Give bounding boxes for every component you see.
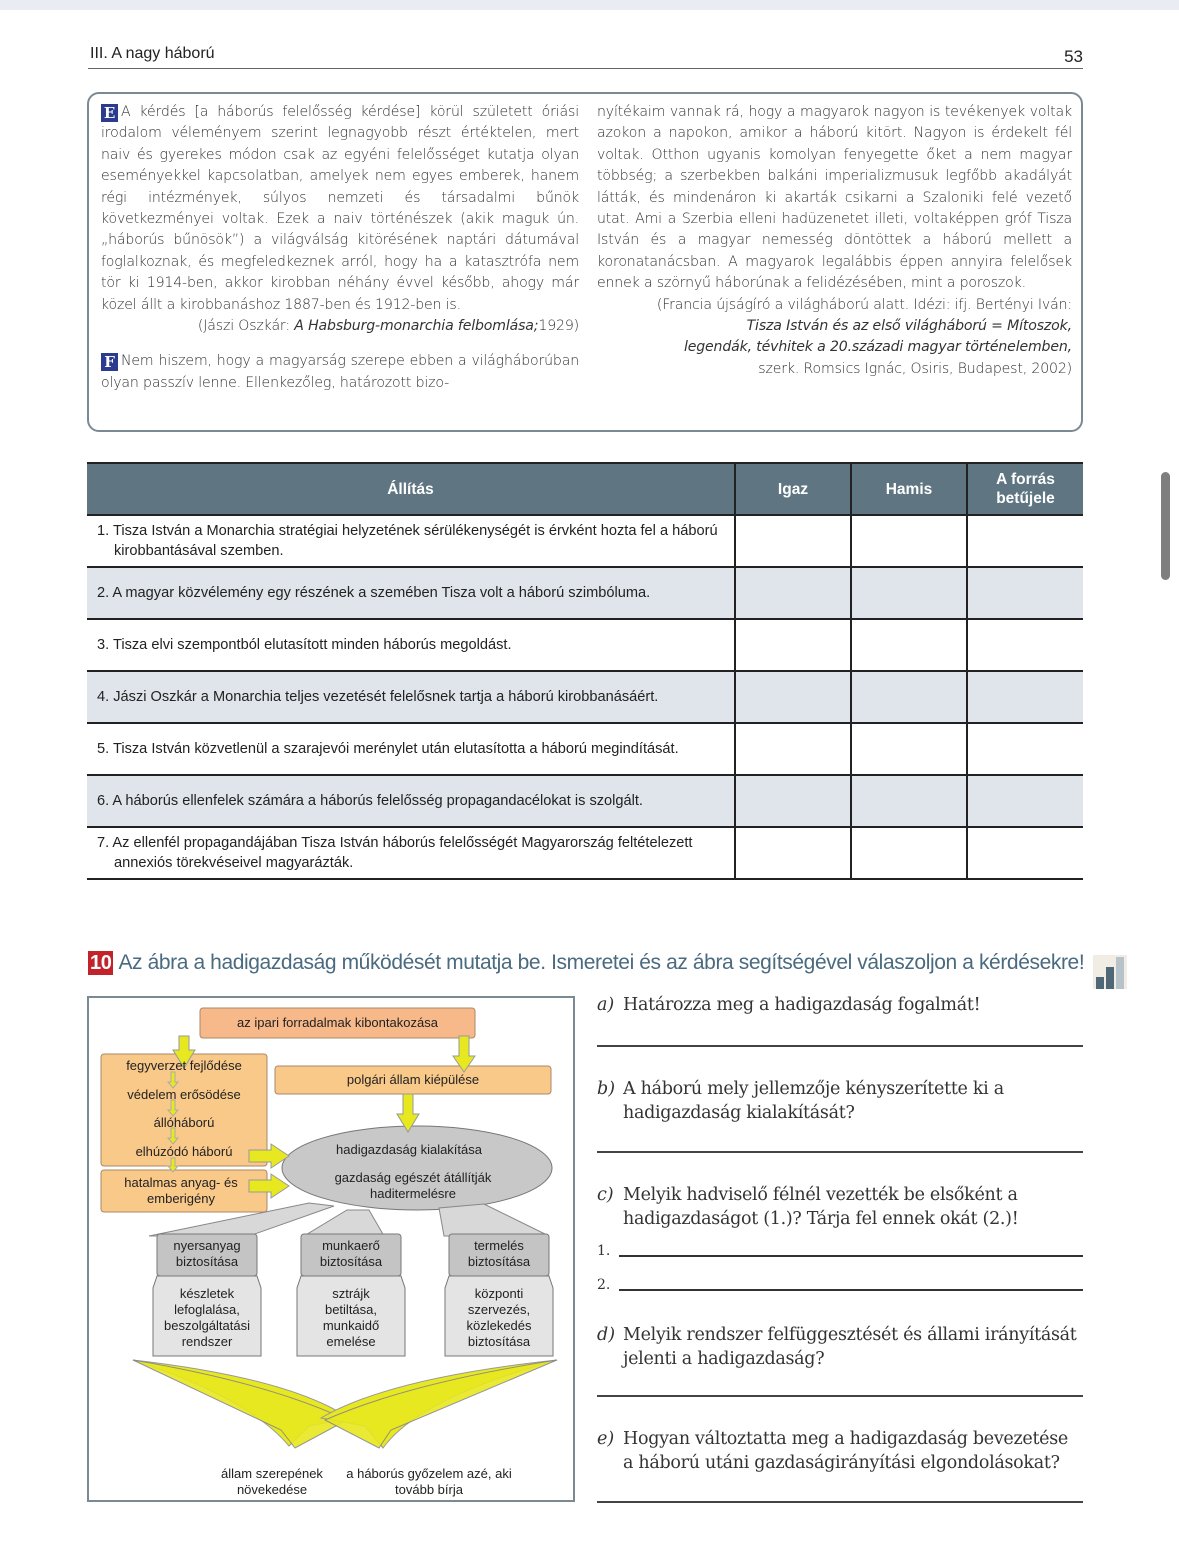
chapter-title: III. A nagy háború xyxy=(90,45,215,62)
statement-cell: 1. Tisza István a Monarchia stratégiai helyzetének sérülékenységét is érvként hozta fel a háború kirobbantásával szemben. xyxy=(87,515,735,567)
task-number-badge: 10 xyxy=(90,952,112,974)
diagram-pillar-body: sztrájk betiltása, munkaidő emelése xyxy=(322,1286,380,1349)
source-letter-cell[interactable] xyxy=(967,723,1083,775)
table-row xyxy=(87,775,1083,827)
question-e: e) Hogyan változtatta meg a hadigazdaság bevezetése a háború utáni gazdaságirányítási elgondolásokat? xyxy=(597,1429,1068,1473)
source-f-text-part1: Nem hiszem, hogy a magyarság szerepe ebben a világháborúban olyan passzív lenne. Ellenkezőleg, határozott bizo- xyxy=(101,353,579,391)
source-letter-cell[interactable] xyxy=(967,567,1083,619)
header-source-letter: A forrás betűjele xyxy=(967,463,1083,515)
false-answer-cell[interactable] xyxy=(851,567,967,619)
task-instruction: Az ábra a hadigazdaság működését mutatja be. Ismeretei és az ábra segítségével válaszoljon a kérdésekre! xyxy=(118,951,1085,974)
bar-chart-difficulty-icon xyxy=(1093,953,1127,991)
source-f-citation-2: Tisza István és az első világháború = Mítoszok, xyxy=(746,318,1072,335)
diagram-pillar-body: készletek lefoglalása, beszolgáltatási rendszer xyxy=(164,1286,250,1349)
true-answer-cell[interactable] xyxy=(735,671,851,723)
source-f-citation-4: szerk. Romsics Ignác, Osiris, Budapest, 2002) xyxy=(758,360,1072,377)
statement-cell: 7. Az ellenfél propagandájában Tisza István háborús felelősségét Magyarország feltételezett annexiós törekvéseivel magyarázták. xyxy=(87,827,735,879)
diagram-pillar-head: nyersanyag biztosítása xyxy=(173,1238,241,1269)
header-false: Hamis xyxy=(851,463,967,515)
diagram-ellipse-title: hadigazdaság kialakítása xyxy=(336,1142,482,1157)
diagram-pillar-body: központi szervezés, közlekedés biztosítása xyxy=(466,1286,532,1349)
war-economy-diagram xyxy=(87,996,575,1502)
false-answer-cell[interactable] xyxy=(851,619,967,671)
diagram-ellipse-text: gazdaság egészét átállítják haditermelésre xyxy=(334,1170,492,1201)
true-answer-cell[interactable] xyxy=(735,567,851,619)
page-number: 53 xyxy=(1064,47,1083,66)
statement-cell: 6. A háborús ellenfelek számára a háborús felelősség propagandacélokat is szolgált. xyxy=(87,775,735,827)
table-row xyxy=(87,723,1083,775)
table-row xyxy=(87,515,1083,567)
source-e-citation: (Jászi Oszkár: A Habsburg-monarchia felbomlása;1929) xyxy=(197,318,579,335)
source-column-left xyxy=(101,102,579,394)
false-answer-cell[interactable] xyxy=(851,723,967,775)
answer-line-d[interactable] xyxy=(597,1395,1083,1397)
statement-cell: 2. A magyar közvélemény egy részének a szemében Tisza volt a háború szimbóluma. xyxy=(87,567,735,619)
sources-box xyxy=(87,92,1083,432)
source-letter-cell[interactable] xyxy=(967,827,1083,879)
diagram-outcome-left: állam szerepének növekedése xyxy=(221,1466,323,1497)
true-answer-cell[interactable] xyxy=(735,827,851,879)
statement-cell: 3. Tisza elvi szempontból elutasított minden háborús megoldást. xyxy=(87,619,735,671)
false-answer-cell[interactable] xyxy=(851,827,967,879)
header-true: Igaz xyxy=(735,463,851,515)
vertical-scrollbar[interactable] xyxy=(1161,472,1170,580)
header-statement: Állítás xyxy=(87,463,735,515)
diagram-pillar-head: termelés biztosítása xyxy=(467,1238,531,1269)
source-column-right xyxy=(597,102,1072,380)
source-letter-f-badge: F xyxy=(101,353,118,371)
false-answer-cell[interactable] xyxy=(851,515,967,567)
answer-line-a[interactable] xyxy=(597,1045,1083,1047)
source-e-text: A kérdés [a háborús felelősség kérdése] körül született óriási irodalom véleményem szerint legnagyobb részt értéktelen, mert naiv és gyerekes módon csak az egyéni felelősséget kutatja olyan eseményekkel kapcsolatban, amelyek nem egyes emberek, hanem régi intézmények, súlyos nemzeti és társadalmi bűnök következményei voltak. Ezek a naiv történészek (akik maguk ún. „háborús bűnösök”) a világválság kitörésének naptári dátumával foglalkoznak, és megfeledkeznek arról, hogy ha a katasztrófa nem tör ki 1914-ben, akkor kirobban néhány évvel később, ahogy már közel állt a kirobbanáshoz 1887-ben és 1912-ben is. xyxy=(101,104,579,313)
diagram-chain-item: elhúzódó háború xyxy=(135,1144,233,1159)
source-f-text-part2: nyítékaim vannak rá, hogy a magyarok nagyon is tevékenyek voltak azokon a napokon, amikor a háború kitört. Nagyon is érdekelt fél voltak. Otthon ugyanis komolyan fenyegette őket a nem magyar többség; a szerbekben balkáni imperializmusuk legfőbb akadályát látták, és mindenáron ki akarták csikarni a Szaloniki felé vezető utat. Ami a Szerbia elleni hadüzenetet illeti, voltaképpen gróf Tisza István és a magyar nemesség döntöttek a háború mellett a koronatanácsban. A magyarok legalábbis éppen annyira felelősek ennek a szörnyű háborúnak a felidézésében, mint a poroszok. xyxy=(597,104,1072,292)
statements-table xyxy=(87,462,1083,880)
running-head xyxy=(88,43,1083,69)
source-f-citation-1: (Francia újságíró a világháború alatt. Idézi: ifj. Bertényi Iván: xyxy=(656,296,1072,313)
diagram-left-bottom-box: hatalmas anyag- és emberigény xyxy=(124,1175,238,1206)
diagram-top-box: az ipari forradalmak kibontakozása xyxy=(237,1015,438,1030)
source-f-citation-3: legendák, tévhitek a 20.századi magyar történelemben, xyxy=(683,339,1072,356)
answer-line-b[interactable] xyxy=(597,1151,1083,1153)
source-f xyxy=(101,353,579,390)
source-letter-cell[interactable] xyxy=(967,619,1083,671)
true-answer-cell[interactable] xyxy=(735,619,851,671)
diagram-chain-item: állóháború xyxy=(153,1115,215,1130)
diagram-right-box: polgári állam kiépülése xyxy=(346,1072,480,1087)
source-letter-cell[interactable] xyxy=(967,515,1083,567)
true-answer-cell[interactable] xyxy=(735,723,851,775)
diagram-pillar-head: munkaerő biztosítása xyxy=(319,1238,383,1269)
diagram-outcome-right: a háborús győzelem azé, aki tovább bírja xyxy=(346,1466,512,1497)
statement-cell: 4. Jászi Oszkár a Monarchia teljes vezetését felelősnek tartja a háború kirobbanásáért. xyxy=(87,671,735,723)
diagram-chain-item: védelem erősödése xyxy=(127,1087,241,1102)
diagram-chain-item: fegyverzet fejlődése xyxy=(126,1058,242,1073)
source-e xyxy=(101,104,579,313)
true-answer-cell[interactable] xyxy=(735,515,851,567)
source-letter-cell[interactable] xyxy=(967,671,1083,723)
question-a: a) Határozza meg a hadigazdaság fogalmát! xyxy=(597,995,981,1015)
viewer-top-bar xyxy=(0,0,1179,10)
source-letter-e-badge: E xyxy=(101,104,118,122)
table-header-row xyxy=(87,463,1083,515)
table-row xyxy=(87,671,1083,723)
statement-cell: 5. Tisza István közvetlenül a szarajevói merénylet után elutasította a háború megindítását. xyxy=(87,723,735,775)
false-answer-cell[interactable] xyxy=(851,775,967,827)
task-10-header xyxy=(88,951,1088,981)
table-row xyxy=(87,827,1083,879)
true-answer-cell[interactable] xyxy=(735,775,851,827)
table-row xyxy=(87,567,1083,619)
false-answer-cell[interactable] xyxy=(851,671,967,723)
table-row xyxy=(87,619,1083,671)
question-c: c) Melyik hadviselő félnél vezették be elsőként a hadigazdaságot (1.)? Tárja fel ennek okát (2.)! xyxy=(597,1185,1019,1229)
source-letter-cell[interactable] xyxy=(967,775,1083,827)
question-b: b) A háború mely jellemzője kényszerítette ki a hadigazdaság kialakítását? xyxy=(597,1079,1004,1123)
answer-line-e[interactable] xyxy=(597,1501,1083,1503)
question-d: d) Melyik rendszer felfüggesztését és állami irányítását jelenti a hadigazdaság? xyxy=(597,1325,1077,1369)
